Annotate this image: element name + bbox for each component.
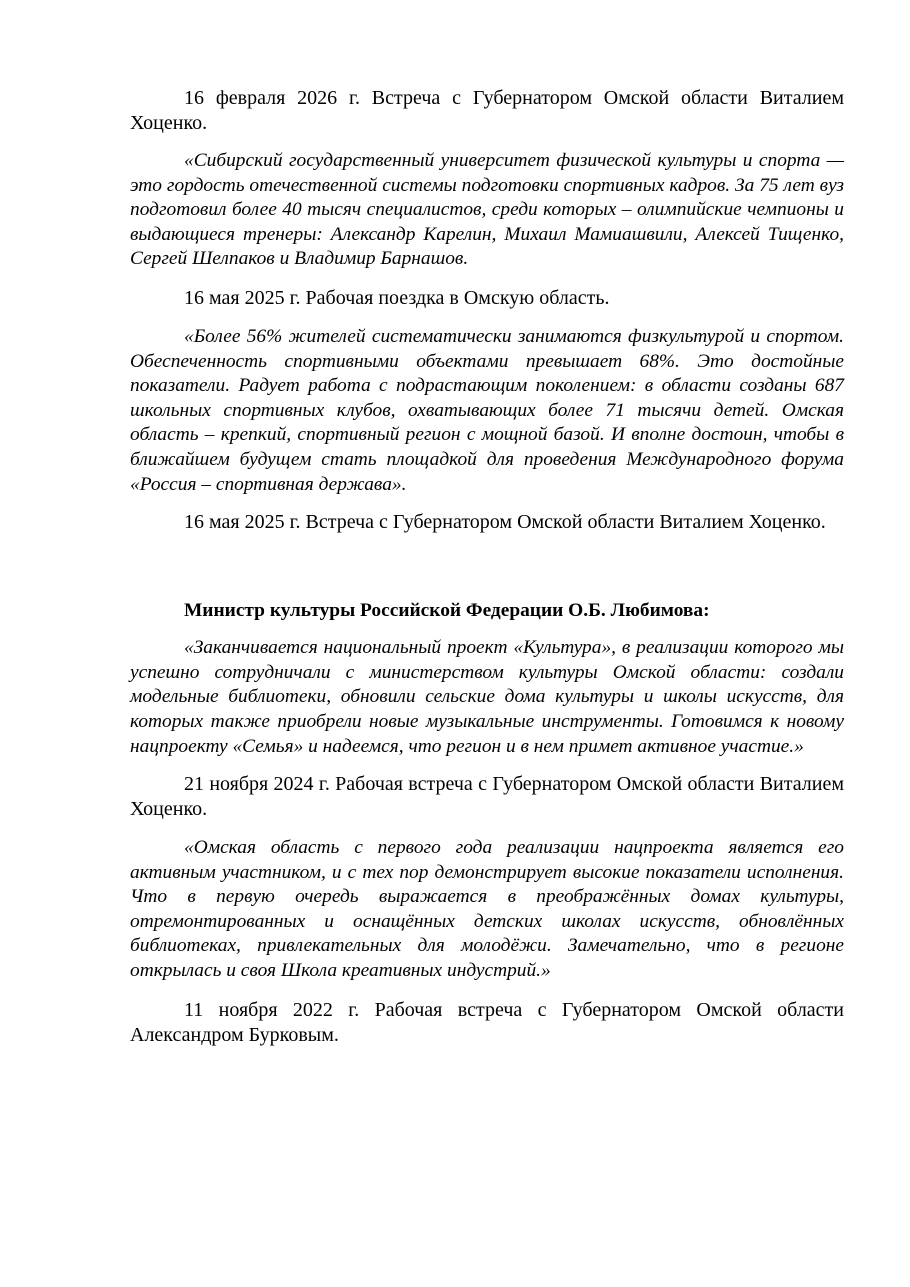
section-heading: Министр культуры Российской Федерации О.Б. Любимова: bbox=[184, 600, 710, 622]
event-caption: 16 мая 2025 г. Встреча с Губернатором Омской области Виталием Хоценко. bbox=[184, 511, 826, 534]
quote-paragraph: «Сибирский государственный университет физической культуры и спорта — это гордость отечественной системы подготовки спортивных кадров. За 75 лет вуз подготовил более 40 тысяч специалистов, среди которых – олимпийские чемпионы и выдающиеся тренеры: Александр Карелин, Михаил Мамиашвили, Алексей Тищенко, Сергей Шелпаков и Владимир Барнашов. bbox=[130, 150, 844, 270]
quote-paragraph: «Более 56% жителей систематически занимаются физкультурой и спортом. Обеспеченность спортивными объектами превышает 68%. Это достойные показатели. Радует работа с подрастающим поколением: в области созданы 687 школьных спортивных клубов, охватывающих более 71 тысячи детей. Омская область – крепкий, спортивный регион с мощной базой. И вполне достоин, чтобы в ближайшем будущем стать площадкой для проведения Международного форума «Россия – спортивная держава». bbox=[130, 325, 844, 495]
event-caption: 16 мая 2025 г. Рабочая поездка в Омскую область. bbox=[184, 286, 610, 309]
event-caption: 11 ноября 2022 г. Рабочая встреча с Губернатором Омской области Александром Бурковым. bbox=[130, 998, 844, 1046]
event-caption: 16 февраля 2026 г. Встреча с Губернатором Омской области Виталием Хоценко. bbox=[130, 87, 844, 134]
event-caption: 21 ноября 2024 г. Рабочая встреча с Губернатором Омской области Виталием Хоценко. bbox=[130, 773, 844, 821]
quote-paragraph: «Омская область с первого года реализации нацпроекта является его активным участником, и с тех пор демонстрирует высокие показатели исполнения. Что в первую очередь выражается в преображённых домах культуры, отремонтированных и оснащённых детских школах искусств, обновлённых библиотеках, привлекательных для молодёжи. Замечательно, что в регионе открылась и своя Школа креативных индустрий.» bbox=[130, 837, 844, 982]
quote-paragraph: «Заканчивается национальный проект «Культура», в реализации которого мы успешно сотрудничали с министерством культуры Омской области: создали модельные библиотеки, обновили сельские дома культуры и школы искусств, для которых также приобрели новые музыкальные инструменты. Готовимся к новому нацпроекту «Семья» и надеемся, что регион и в нем примет активное участие.» bbox=[130, 637, 844, 757]
document-page bbox=[130, 86, 844, 1048]
